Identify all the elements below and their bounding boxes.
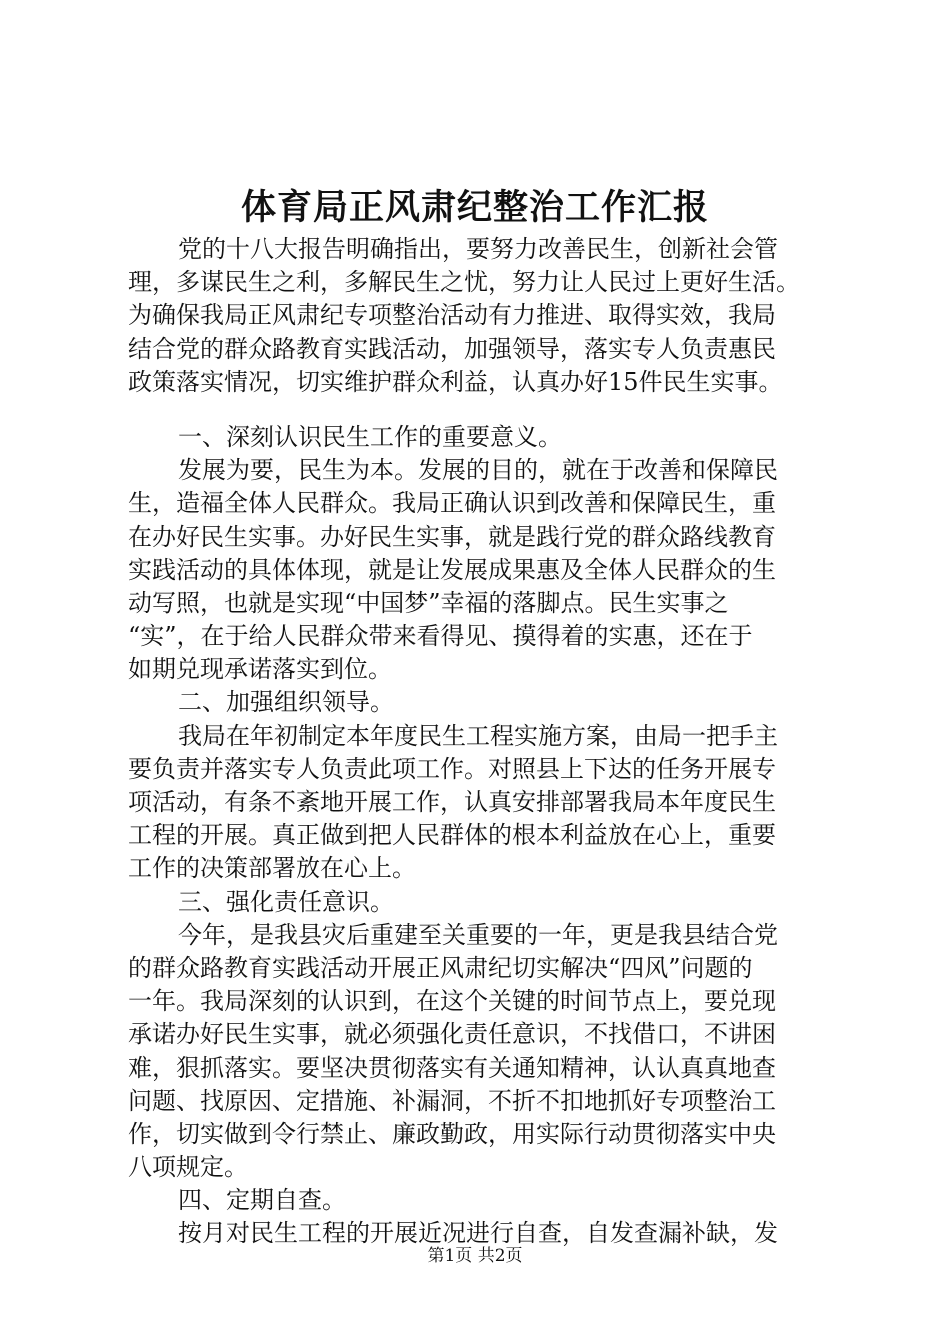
text-line: 难，狠抓落实。要坚决贯彻落实有关通知精神，认认真真地查 xyxy=(128,1053,776,1082)
document-body xyxy=(128,233,828,1251)
text-line: 发展为要，民生为本。发展的目的，就在于改善和保障民 xyxy=(178,456,778,485)
text-line: 今年，是我县灾后重建至关重要的一年，更是我县结合党 xyxy=(178,920,778,949)
text-line: 承诺办好民生实事，就必须强化责任意识，不找借口，不讲困 xyxy=(128,1020,776,1049)
text-line: 我局在年初制定本年度民生工程实施方案，由局一把手主 xyxy=(178,721,778,750)
text-line: 实践活动的具体体现，就是让发展成果惠及全体人民群众的生 xyxy=(128,555,776,584)
text-line: 一年。我局深刻的认识到，在这个关键的时间节点上，要兑现 xyxy=(128,987,776,1016)
text-line: 如期兑现承诺落实到位。 xyxy=(128,655,392,684)
text-line: 按月对民生工程的开展近况进行自查，自发查漏补缺，发 xyxy=(178,1219,778,1248)
text-line: 在办好民生实事。办好民生实事，就是践行党的群众路线教育 xyxy=(128,522,776,551)
text-line: 动写照，也就是实现“中国梦”幸福的落脚点。民生实事之 xyxy=(128,588,729,617)
section-heading: 二、加强组织领导。 xyxy=(178,688,394,717)
text-line: 党的十八大报告明确指出，要努力改善民生，创新社会管 xyxy=(178,235,778,263)
text-line: 要负责并落实专人负责此项工作。对照县上下达的任务开展专 xyxy=(128,754,776,783)
text-line: 为确保我局正风肃纪专项整治活动有力推进、取得实效，我局 xyxy=(128,301,776,330)
text-line: 作，切实做到令行禁止、廉政勤政，用实际行动贯彻落实中央 xyxy=(128,1119,776,1148)
section-heading: 四、定期自查。 xyxy=(178,1186,346,1215)
text-line: 工程的开展。真正做到把人民群体的根本利益放在心上，重要 xyxy=(128,821,776,850)
text-line: 项活动，有条不紊地开展工作，认真安排部署我局本年度民生 xyxy=(128,788,776,816)
text-line: 问题、找原因、定措施、补漏洞，不折不扣地抓好专项整治工 xyxy=(128,1086,776,1115)
text-line: 八项规定。 xyxy=(128,1153,248,1182)
paragraph-gap xyxy=(128,399,828,421)
section-heading: 三、强化责任意识。 xyxy=(178,887,394,916)
section-heading: 一、深刻认识民生工作的重要意义。 xyxy=(178,422,562,451)
document-title: 体育局正风肃纪整治工作汇报 xyxy=(240,187,709,228)
text-line: “实”，在于给人民群众带来看得见、摸得着的实惠，还在于 xyxy=(128,622,753,651)
page-footer: 第1页 共2页 xyxy=(427,1246,523,1266)
text-line: 政策落实情况，切实维护群众利益，认真办好15件民生实事。 xyxy=(128,367,783,396)
text-line: 生，造福全体人民群众。我局正确认识到改善和保障民生，重 xyxy=(128,489,776,518)
text-line: 工作的决策部署放在心上。 xyxy=(128,854,416,883)
text-line: 结合党的群众路教育实践活动，加强领导，落实专人负责惠民 xyxy=(128,334,776,363)
text-line: 的群众路教育实践活动开展正风肃纪切实解决“四风”问题的 xyxy=(128,953,753,982)
text-line: 理，多谋民生之利，多解民生之忧，努力让人民过上更好生活。 xyxy=(128,268,800,297)
